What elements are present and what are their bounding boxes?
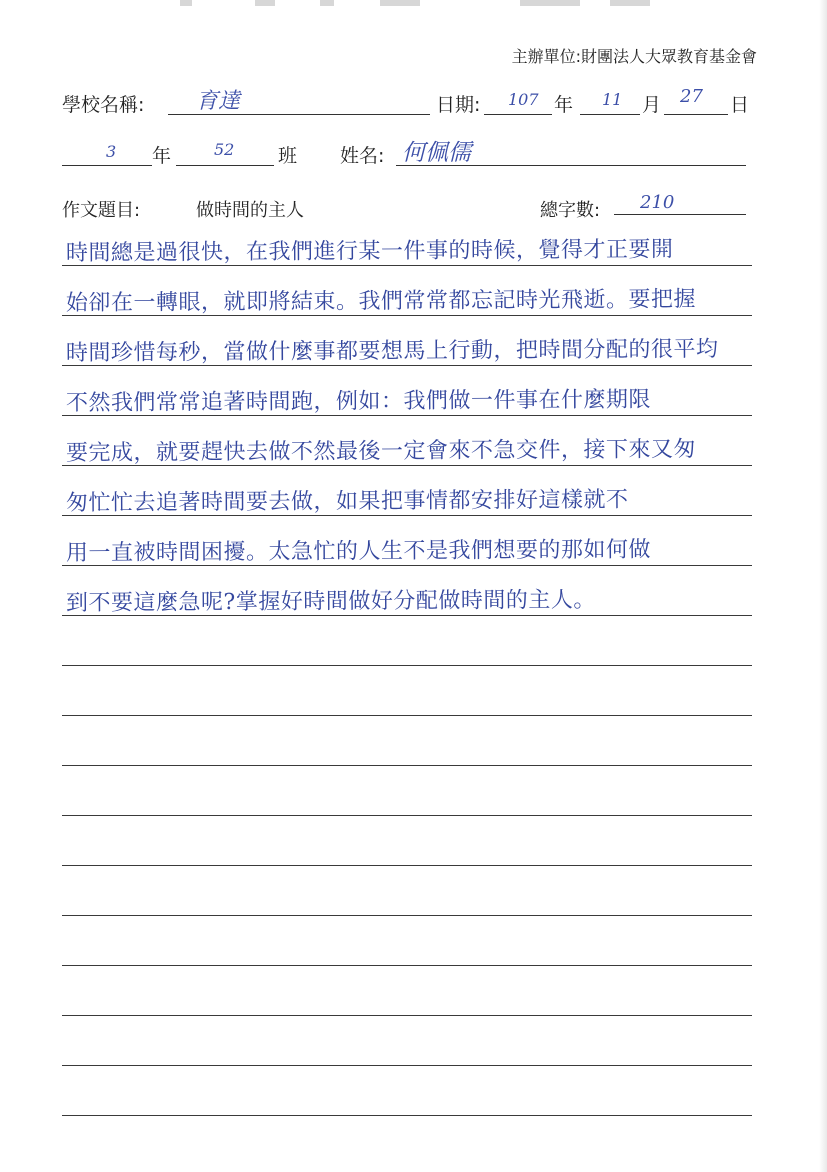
topic-label: 作文題目: (62, 200, 141, 221)
month-blank (580, 114, 640, 115)
ruled-line (62, 665, 752, 666)
word-count-value: 210 (640, 192, 675, 213)
essay-line-7: 用一直被時間困擾。太急忙的人生不是我們想要的那如何做 (65, 537, 652, 566)
essay-line-5: 要完成，就要趕快去做不然最後一定會來不急交件，接下來又匆 (65, 437, 697, 466)
ruled-line (62, 815, 752, 816)
grade-value: 3 (106, 142, 117, 161)
month-label: 月 (642, 94, 662, 116)
scan-mark (320, 0, 334, 6)
scan-mark (380, 0, 420, 6)
ruled-line (62, 1015, 752, 1016)
word-count-blank (614, 214, 746, 215)
scan-mark (255, 0, 275, 6)
ruled-line (62, 965, 752, 966)
date-month-value: 11 (602, 90, 623, 109)
scan-edge-shadow (819, 0, 827, 1172)
essay-line-6: 匆忙忙去追著時間要去做，如果把事情都安排好這樣就不 (65, 487, 629, 516)
ruled-line (62, 915, 752, 916)
ruled-line (62, 865, 752, 866)
sponsor-line: 主辦單位:財團法人大眾教育基金會 (511, 47, 757, 66)
scan-mark (180, 0, 192, 6)
date-year-value: 107 (508, 90, 539, 109)
day-label: 日 (730, 94, 750, 116)
year-label: 年 (554, 94, 574, 116)
day-blank (664, 114, 728, 115)
year-blank (484, 114, 552, 115)
ruled-line (62, 1115, 752, 1116)
name-value: 何佩儒 (402, 140, 471, 166)
name-label: 姓名: (340, 145, 385, 167)
ruled-line (62, 765, 752, 766)
ruled-line (62, 715, 752, 716)
scan-mark (610, 0, 650, 6)
class-value: 52 (214, 140, 235, 159)
essay-line-2: 始卻在一轉眼，就即將結束。我們常常都忘記時光飛逝。要把握 (65, 287, 697, 316)
class-label: 班 (278, 145, 298, 167)
date-day-value: 27 (680, 86, 703, 107)
word-count-label: 總字數: (540, 200, 601, 221)
grade-label: 年 (152, 145, 172, 167)
grade-blank (62, 165, 152, 166)
school-value: 育達 (196, 89, 241, 114)
topic-title: 做時間的主人 (196, 200, 304, 221)
essay-line-3: 時間珍惜每秒，當做什麼事都要想馬上行動，把時間分配的很平均 (65, 337, 719, 366)
essay-line-1: 時間總是過很快，在我們進行某一件事的時候，覺得才正要開 (65, 237, 674, 266)
essay-line-4: 不然我們常常追著時間跑，例如：我們做一件事在什麼期限 (65, 387, 652, 416)
school-label: 學校名稱: (62, 94, 145, 116)
scan-mark (520, 0, 580, 6)
date-label: 日期: (436, 94, 481, 116)
ruled-line (62, 1065, 752, 1066)
class-blank (176, 165, 274, 166)
essay-line-8: 到不要這麼急呢?掌握好時間做好分配做時間的主人。 (65, 587, 596, 616)
